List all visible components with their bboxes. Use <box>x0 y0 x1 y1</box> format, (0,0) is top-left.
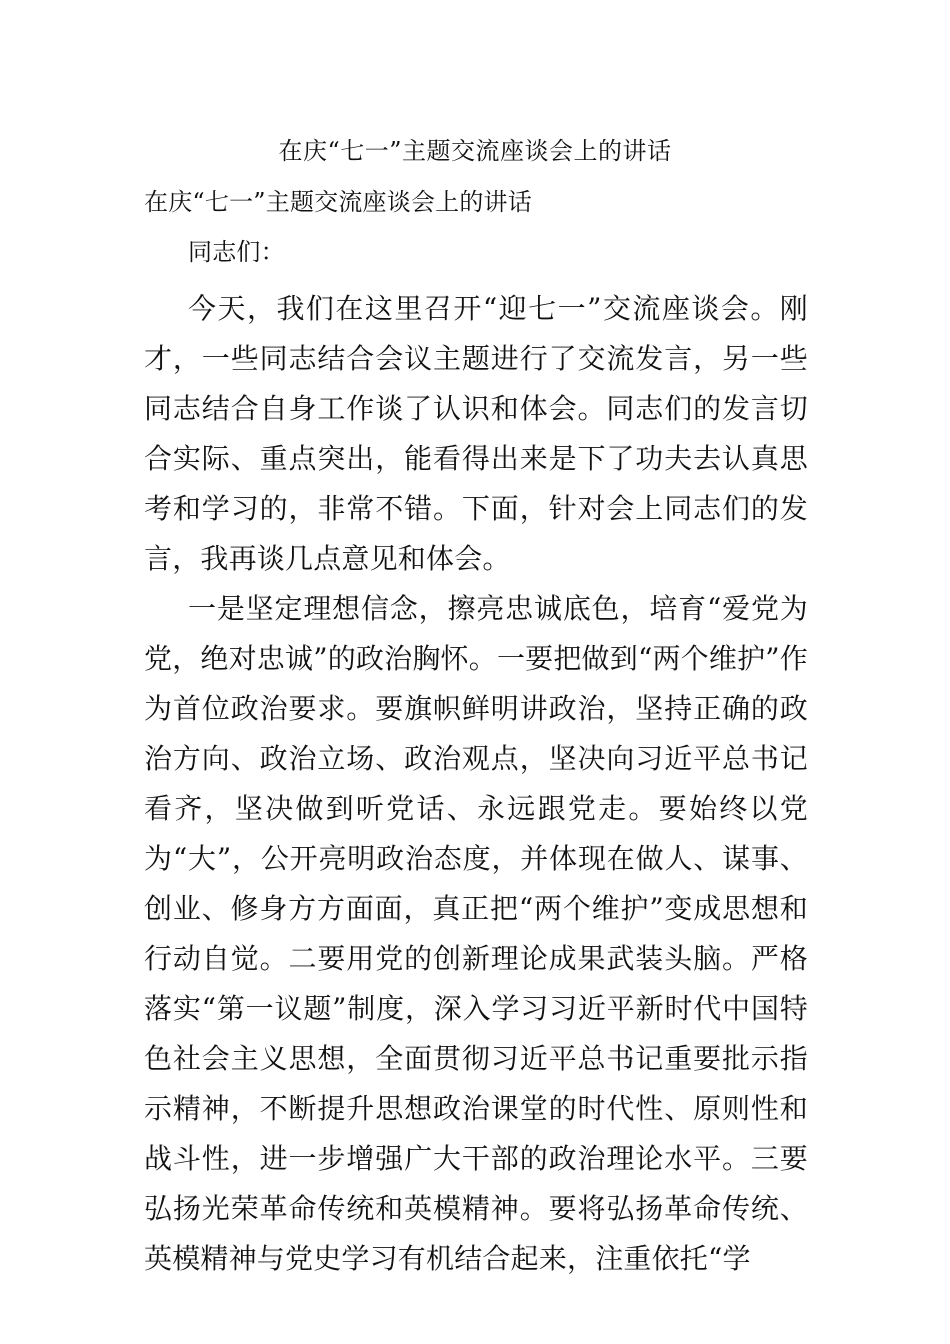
paragraph-intro: 今天，我们在这里召开“迎七一”交流座谈会。刚才，一些同志结合会议主题进行了交流发言，另一些同志结合自身工作谈了认识和体会。同志们的发言切合实际、重点突出，能看得出来是下了功夫去认真思考和学习的，非常不错。下面，针对会上同志们的发言，我再谈几点意见和体会。 <box>144 292 809 575</box>
document-title: 在庆“七一”主题交流座谈会上的讲话 <box>278 137 672 165</box>
paragraph-point-one: 一是坚定理想信念，擦亮忠诚底色，培育“爱党为党，绝对忠诚”的政治胸怀。一要把做到“两个维护”作为首位政治要求。要旗帜鲜明讲政治，坚持正确的政治方向、政治立场、政治观点，坚决向习近平总书记看齐，坚决做到听党话、永远跟党走。要始终以党为“大”，公开亮明政治态度，并体现在做人、谋事、创业、修身方方面面，真正把“两个维护”变成思想和行动自觉。二要用党的创新理论成果武装头脑。严格落实“第一议题”制度，深入学习习近平新时代中国特色社会主义思想，全面贯彻习近平总书记重要批示指示精神，不断提升思想政治课堂的时代性、原则性和战斗性，进一步增强广大干部的政治理论水平。三要弘扬光荣革命传统和英模精神。要将弘扬革命传统、英模精神与党史学习有机结合起来，注重依托“学 <box>144 592 808 1275</box>
document-body <box>144 182 808 1284</box>
greeting: 同志们： <box>188 238 285 266</box>
document-subtitle: 在庆“七一”主题交流座谈会上的讲话 <box>144 188 532 216</box>
